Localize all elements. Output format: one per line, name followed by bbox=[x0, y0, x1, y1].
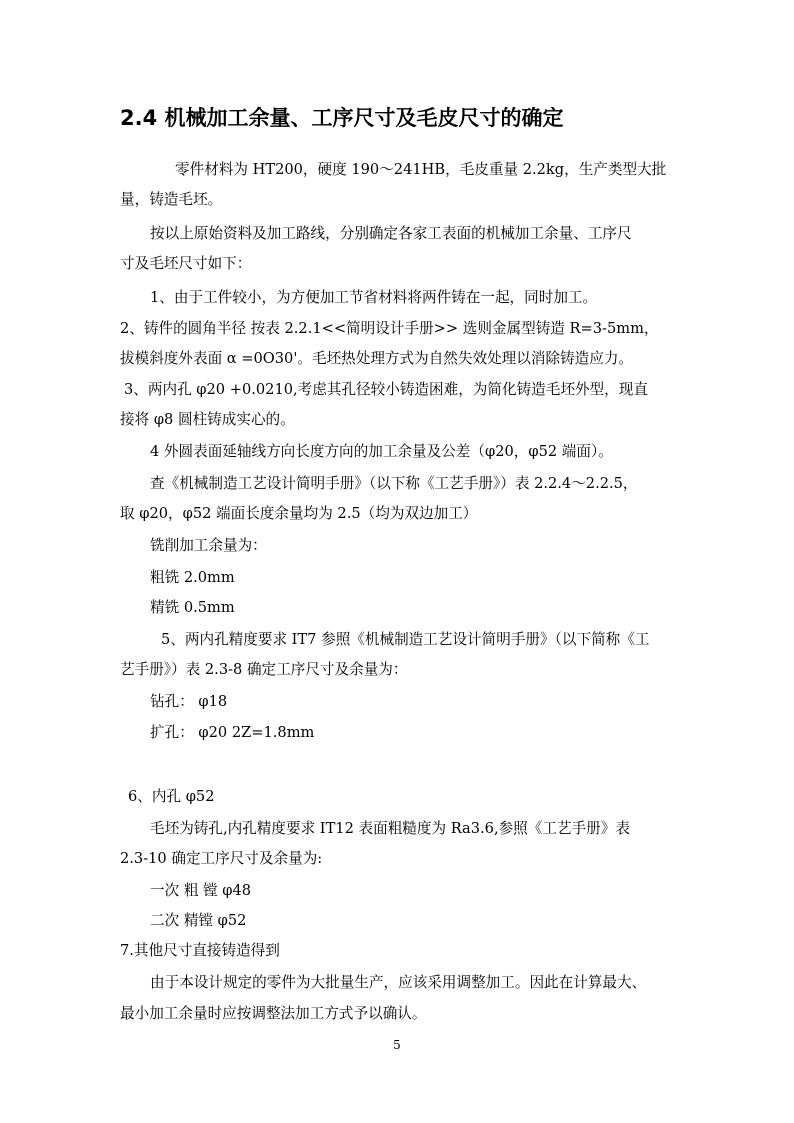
paragraph-line: 5、两内孔精度要求 IT7 参照《机械制造工艺设计简明手册》（以下简称《工 bbox=[161, 631, 650, 648]
paragraph-line: 6、内孔 φ52 bbox=[128, 788, 215, 805]
paragraph-line: 按以上原始资料及加工路线，分别确定各家工表面的机械加工余量、工序尺 bbox=[150, 225, 632, 242]
paragraph-line: 钻孔： φ18 bbox=[150, 693, 228, 710]
paragraph-line: 接将 φ8 圆柱铸成实心的。 bbox=[120, 411, 295, 428]
paragraph-line: 2、铸件的圆角半径 按表 2.2.1<<简明设计手册>> 选则金属型铸造 R=3-5mm， bbox=[120, 320, 659, 337]
paragraph-line: 毛坯为铸孔,内孔精度要求 IT12 表面粗糙度为 Ra3.6,参照《工艺手册》表 bbox=[150, 820, 630, 837]
paragraph-line: 由于本设计规定的零件为大批量生产，应该采用调整加工。因此在计算最大、 bbox=[150, 974, 647, 991]
paragraph-line: 铣削加工余量为： bbox=[150, 537, 267, 554]
paragraph-line: 二次 精镗 φ52 bbox=[150, 912, 247, 929]
paragraph-line: 取 φ20，φ52 端面长度余量均为 2.5（均为双边加工） bbox=[120, 505, 478, 522]
paragraph-line: 3、两内孔 φ20 +0.0210,考虑其孔径较小铸造困难，为简化铸造毛坯外型，现直 bbox=[124, 381, 648, 398]
paragraph-line: 寸及毛坯尺寸如下： bbox=[120, 255, 252, 272]
paragraph-line: 4 外圆表面延轴线方向长度方向的加工余量及公差（φ20，φ52 端面）。 bbox=[150, 443, 613, 460]
paragraph-line: 艺手册》）表 2.3-8 确定工序尺寸及余量为： bbox=[120, 661, 408, 678]
section-heading: 2.4 机械加工余量、工序尺寸及毛皮尺寸的确定 bbox=[120, 106, 564, 130]
paragraph-line: 最小加工余量时应按调整法加工方式予以确认。 bbox=[120, 1005, 427, 1022]
paragraph-line: 拔模斜度外表面 α =0O30'。毛坯热处理方式为自然失效处理以消除铸造应力。 bbox=[120, 350, 634, 367]
paragraph-line: 精铣 0.5mm bbox=[150, 599, 235, 616]
paragraph-line: 零件材料为 HT200，硬度 190～241HB，毛皮重量 2.2kg，生产类型大批 bbox=[175, 161, 667, 178]
paragraph-line: 2.3-10 确定工序尺寸及余量为: bbox=[120, 850, 323, 867]
paragraph-line: 粗铣 2.0mm bbox=[150, 569, 235, 586]
paragraph-line: 扩孔： φ20 2Z=1.8mm bbox=[150, 724, 315, 741]
paragraph-line: 一次 粗 镗 φ48 bbox=[150, 882, 252, 899]
paragraph-line: 量，铸造毛坯。 bbox=[120, 191, 223, 208]
page-number: 5 bbox=[393, 1038, 401, 1052]
paragraph-line: 查《机械制造工艺设计简明手册》（以下称《工艺手册》）表 2.2.4～2.2.5， bbox=[150, 475, 638, 492]
paragraph-line: 7.其他尺寸直接铸造得到 bbox=[120, 942, 280, 959]
paragraph-line: 1、由于工件较小，为方便加工节省材料将两件铸在一起，同时加工。 bbox=[150, 289, 598, 306]
